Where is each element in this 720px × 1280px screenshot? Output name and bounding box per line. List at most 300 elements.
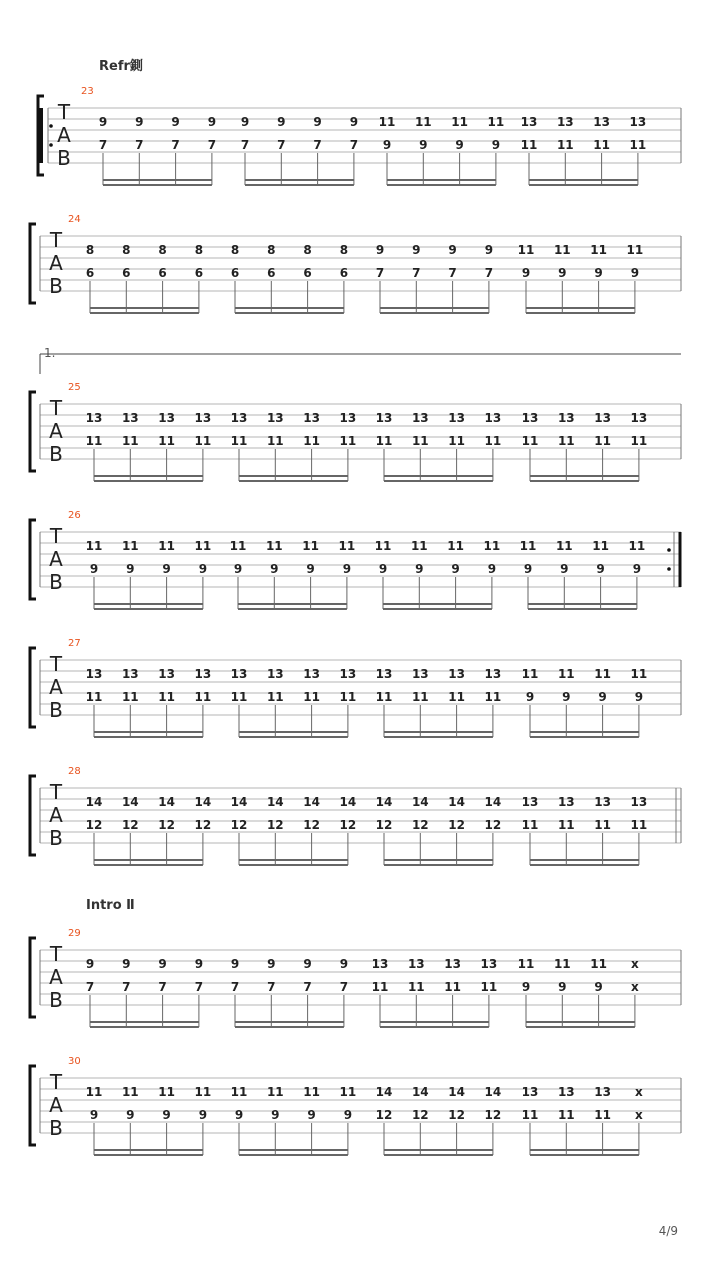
fret-number: 11 bbox=[85, 434, 103, 448]
fret-number: 14 bbox=[484, 1085, 502, 1099]
fret-number: 13 bbox=[194, 411, 212, 425]
fret-number: 13 bbox=[630, 411, 648, 425]
fret-number: 11 bbox=[407, 980, 425, 994]
fret-number: 11 bbox=[483, 539, 501, 553]
bar-number: 29 bbox=[68, 928, 81, 939]
fret-number: 13 bbox=[407, 957, 425, 971]
fret-number: 6 bbox=[194, 266, 204, 280]
tab-clef-letter: T bbox=[49, 780, 63, 804]
fret-number: 13 bbox=[371, 957, 389, 971]
fret-number: 11 bbox=[521, 818, 539, 832]
fret-number: 6 bbox=[85, 266, 95, 280]
fret-number: 11 bbox=[374, 539, 392, 553]
page-number: 4/9 bbox=[658, 1224, 678, 1238]
fret-number: 7 bbox=[277, 138, 286, 152]
fret-number: 13 bbox=[594, 411, 611, 425]
tab-clef-letter: T bbox=[49, 396, 63, 420]
fret-number: 9 bbox=[98, 115, 108, 129]
fret-number: 9 bbox=[419, 138, 428, 152]
fret-number: 14 bbox=[375, 795, 393, 809]
fret-number: 9 bbox=[349, 115, 359, 129]
fret-number: 7 bbox=[207, 138, 217, 152]
fret-number: 6 bbox=[158, 266, 167, 280]
tab-clef-letter: A bbox=[49, 803, 63, 827]
fret-number: 11 bbox=[626, 243, 644, 257]
fret-number: 13 bbox=[339, 411, 357, 425]
fret-number: 13 bbox=[303, 667, 320, 681]
fret-number: 8 bbox=[267, 243, 276, 257]
fret-number: 9 bbox=[198, 562, 208, 576]
fret-number: 7 bbox=[135, 138, 144, 152]
fret-number: 12 bbox=[448, 818, 465, 832]
fret-number: 13 bbox=[630, 795, 648, 809]
staff-brace bbox=[30, 520, 36, 599]
fret-number: 7 bbox=[98, 138, 108, 152]
fret-number: x bbox=[635, 1085, 643, 1099]
fret-number: 9 bbox=[271, 1108, 280, 1122]
fret-number: 12 bbox=[303, 818, 320, 832]
fret-number: 14 bbox=[158, 795, 175, 809]
fret-number: 11 bbox=[555, 539, 573, 553]
fret-number: 6 bbox=[267, 266, 276, 280]
fret-number: 8 bbox=[122, 243, 131, 257]
fret-number: 13 bbox=[266, 411, 284, 425]
repeat-dot bbox=[49, 143, 53, 147]
fret-number: 14 bbox=[411, 1085, 429, 1099]
fret-number: 13 bbox=[484, 411, 502, 425]
tab-clef-letter: B bbox=[49, 1116, 63, 1140]
fret-number: 13 bbox=[480, 957, 498, 971]
fret-number: 9 bbox=[158, 957, 167, 971]
fret-number: 13 bbox=[629, 115, 647, 129]
fret-number: 9 bbox=[89, 1108, 99, 1122]
fret-number: 11 bbox=[158, 434, 175, 448]
volta-ending-label: 1. bbox=[44, 346, 56, 360]
fret-number: 11 bbox=[303, 690, 320, 704]
fret-number: 9 bbox=[194, 957, 204, 971]
fret-number: 13 bbox=[121, 667, 139, 681]
fret-number: 11 bbox=[487, 115, 505, 129]
fret-number: 11 bbox=[630, 818, 648, 832]
fret-number: 8 bbox=[85, 243, 95, 257]
fret-number: 11 bbox=[484, 434, 502, 448]
tab-clef-letter: B bbox=[49, 988, 63, 1012]
fret-number: 13 bbox=[521, 411, 539, 425]
fret-number: 9 bbox=[375, 243, 385, 257]
fret-number: 9 bbox=[594, 980, 603, 994]
fret-number: 13 bbox=[520, 115, 538, 129]
fret-number: 11 bbox=[121, 1085, 139, 1099]
fret-number: 11 bbox=[520, 138, 538, 152]
tab-clef-letter: A bbox=[49, 675, 63, 699]
fret-number: 7 bbox=[412, 266, 421, 280]
bar-number: 24 bbox=[68, 214, 81, 225]
staff-brace bbox=[30, 776, 36, 855]
fret-number: 14 bbox=[411, 795, 429, 809]
fret-number: 9 bbox=[234, 1108, 244, 1122]
fret-number: 13 bbox=[411, 667, 429, 681]
fret-number: 9 bbox=[233, 562, 243, 576]
fret-number: 14 bbox=[121, 795, 139, 809]
fret-number: 7 bbox=[313, 138, 322, 152]
fret-number: 13 bbox=[521, 1085, 539, 1099]
fret-number: 9 bbox=[122, 957, 131, 971]
fret-number: 11 bbox=[266, 1085, 284, 1099]
bar-number: 23 bbox=[81, 86, 94, 97]
fret-number: 9 bbox=[487, 562, 497, 576]
fret-number: 13 bbox=[557, 1085, 575, 1099]
fret-number: 9 bbox=[596, 562, 605, 576]
fret-number: 9 bbox=[267, 957, 276, 971]
fret-number: 11 bbox=[521, 434, 539, 448]
fret-number: 11 bbox=[230, 1085, 248, 1099]
fret-number: 13 bbox=[556, 115, 574, 129]
fret-number: 13 bbox=[448, 667, 465, 681]
fret-number: 7 bbox=[240, 138, 250, 152]
fret-number: 11 bbox=[85, 539, 103, 553]
fret-number: 14 bbox=[194, 795, 212, 809]
tab-clef-letter: A bbox=[49, 1093, 63, 1117]
fret-number: 9 bbox=[558, 980, 567, 994]
fret-number: 12 bbox=[158, 818, 175, 832]
fret-number: 9 bbox=[230, 957, 240, 971]
fret-number: 9 bbox=[240, 115, 250, 129]
fret-number: 7 bbox=[158, 980, 167, 994]
fret-number: 11 bbox=[594, 434, 611, 448]
bar-number: 27 bbox=[68, 638, 81, 649]
fret-number: 13 bbox=[375, 667, 393, 681]
fret-number: 11 bbox=[302, 539, 319, 553]
fret-number: 9 bbox=[630, 266, 640, 280]
fret-number: 11 bbox=[194, 1085, 212, 1099]
fret-number: 11 bbox=[266, 690, 284, 704]
fret-number: 11 bbox=[629, 138, 647, 152]
bar-number: 25 bbox=[68, 382, 81, 393]
staff-brace bbox=[30, 392, 36, 471]
fret-number: 13 bbox=[194, 667, 212, 681]
staff-brace bbox=[30, 224, 36, 303]
fret-number: 9 bbox=[455, 138, 464, 152]
tab-clef-letter: A bbox=[49, 547, 63, 571]
fret-number: 11 bbox=[303, 434, 320, 448]
tab-clef-letter: B bbox=[49, 274, 63, 298]
fret-number: 11 bbox=[594, 667, 611, 681]
fret-number: 7 bbox=[339, 980, 349, 994]
fret-number: 9 bbox=[525, 690, 535, 704]
fret-number: 9 bbox=[270, 562, 279, 576]
fret-number: 11 bbox=[230, 690, 248, 704]
fret-number: 6 bbox=[339, 266, 349, 280]
fret-number: 11 bbox=[451, 115, 468, 129]
tab-clef-letter: B bbox=[49, 826, 63, 850]
fret-number: 9 bbox=[382, 138, 392, 152]
fret-number: 7 bbox=[375, 266, 385, 280]
fret-number: 9 bbox=[207, 115, 217, 129]
fret-number: 11 bbox=[378, 115, 396, 129]
fret-number: x bbox=[635, 1108, 643, 1122]
bar-number: 26 bbox=[68, 510, 81, 521]
fret-number: 11 bbox=[590, 957, 607, 971]
fret-number: 9 bbox=[135, 115, 144, 129]
fret-number: 8 bbox=[230, 243, 240, 257]
fret-number: 11 bbox=[338, 539, 356, 553]
fret-number: 7 bbox=[122, 980, 131, 994]
tab-clef-letter: A bbox=[49, 965, 63, 989]
fret-number: 11 bbox=[521, 1108, 539, 1122]
fret-number: 11 bbox=[339, 690, 357, 704]
fret-number: 9 bbox=[171, 115, 180, 129]
fret-number: 13 bbox=[85, 667, 103, 681]
fret-number: 11 bbox=[557, 667, 575, 681]
fret-number: 13 bbox=[594, 795, 611, 809]
fret-number: 12 bbox=[266, 818, 284, 832]
fret-number: 14 bbox=[448, 1085, 465, 1099]
fret-number: 12 bbox=[375, 1108, 393, 1122]
fret-number: x bbox=[631, 980, 639, 994]
fret-number: 14 bbox=[303, 795, 320, 809]
fret-number: 13 bbox=[411, 411, 429, 425]
fret-number: 9 bbox=[342, 562, 352, 576]
repeat-dot bbox=[49, 124, 53, 128]
fret-number: 13 bbox=[266, 667, 284, 681]
repeat-dot bbox=[667, 548, 671, 552]
fret-number: 12 bbox=[484, 1108, 502, 1122]
fret-number: 11 bbox=[85, 690, 103, 704]
fret-number: 11 bbox=[556, 138, 574, 152]
fret-number: 11 bbox=[85, 1085, 103, 1099]
fret-number: 11 bbox=[447, 539, 464, 553]
fret-number: 11 bbox=[484, 690, 502, 704]
bar-number: 28 bbox=[68, 766, 81, 777]
fret-number: 14 bbox=[375, 1085, 393, 1099]
fret-number: 11 bbox=[158, 690, 175, 704]
fret-number: 11 bbox=[194, 690, 212, 704]
fret-number: 9 bbox=[634, 690, 644, 704]
fret-number: 9 bbox=[277, 115, 286, 129]
fret-number: 9 bbox=[85, 957, 95, 971]
fret-number: 13 bbox=[230, 667, 248, 681]
fret-number: 13 bbox=[85, 411, 103, 425]
fret-number: 11 bbox=[194, 539, 212, 553]
fret-number: 11 bbox=[194, 434, 212, 448]
fret-number: 11 bbox=[303, 1085, 320, 1099]
repeat-dot bbox=[667, 567, 671, 571]
fret-number: 14 bbox=[85, 795, 103, 809]
fret-number: 9 bbox=[521, 266, 531, 280]
fret-number: 12 bbox=[230, 818, 248, 832]
fret-number: 9 bbox=[632, 562, 642, 576]
tab-clef-letter: T bbox=[57, 100, 71, 124]
fret-number: 7 bbox=[484, 266, 494, 280]
tab-clef-letter: B bbox=[57, 146, 71, 170]
tab-clef-letter: T bbox=[49, 524, 63, 548]
fret-number: 12 bbox=[121, 818, 139, 832]
fret-number: 13 bbox=[158, 411, 175, 425]
fret-number: 11 bbox=[371, 980, 389, 994]
fret-number: 11 bbox=[521, 667, 539, 681]
fret-number: 11 bbox=[593, 138, 610, 152]
fret-number: 12 bbox=[411, 1108, 429, 1122]
fret-number: 9 bbox=[560, 562, 569, 576]
fret-number: 13 bbox=[303, 411, 320, 425]
fret-number: 8 bbox=[339, 243, 349, 257]
fret-number: 11 bbox=[375, 690, 393, 704]
tab-clef-letter: T bbox=[49, 1070, 63, 1094]
section-label-refrain: Refr鍘 bbox=[99, 59, 143, 74]
fret-number: 9 bbox=[307, 1108, 316, 1122]
fret-number: 12 bbox=[85, 818, 103, 832]
fret-number: 11 bbox=[594, 1108, 611, 1122]
fret-number: 8 bbox=[303, 243, 312, 257]
fret-number: 7 bbox=[85, 980, 95, 994]
fret-number: 14 bbox=[266, 795, 284, 809]
fret-number: 11 bbox=[630, 434, 648, 448]
fret-number: 11 bbox=[630, 667, 648, 681]
fret-number: 13 bbox=[557, 411, 575, 425]
fret-number: 13 bbox=[594, 1085, 611, 1099]
fret-number: 8 bbox=[158, 243, 167, 257]
fret-number: 14 bbox=[484, 795, 502, 809]
fret-number: 9 bbox=[313, 115, 322, 129]
fret-number: 7 bbox=[267, 980, 276, 994]
fret-number: 7 bbox=[448, 266, 457, 280]
fret-number: 11 bbox=[121, 434, 139, 448]
fret-number: 6 bbox=[230, 266, 240, 280]
tab-clef-letter: A bbox=[49, 251, 63, 275]
fret-number: 9 bbox=[415, 562, 424, 576]
fret-number: 11 bbox=[594, 818, 611, 832]
staff-brace bbox=[30, 938, 36, 1017]
fret-number: 8 bbox=[194, 243, 204, 257]
tab-clef-letter: B bbox=[49, 442, 63, 466]
fret-number: 11 bbox=[121, 539, 139, 553]
fret-number: 11 bbox=[519, 539, 537, 553]
fret-number: 13 bbox=[121, 411, 139, 425]
fret-number: 11 bbox=[553, 243, 571, 257]
fret-number: 14 bbox=[339, 795, 357, 809]
fret-number: 11 bbox=[265, 539, 283, 553]
fret-number: 11 bbox=[557, 434, 575, 448]
fret-number: 11 bbox=[158, 1085, 175, 1099]
fret-number: 11 bbox=[592, 539, 609, 553]
tab-clef-letter: A bbox=[57, 123, 71, 147]
tab-clef-letter: A bbox=[49, 419, 63, 443]
fret-number: 13 bbox=[375, 411, 393, 425]
fret-number: 9 bbox=[378, 562, 388, 576]
fret-number: 9 bbox=[162, 562, 171, 576]
fret-number: 11 bbox=[158, 539, 175, 553]
fret-number: 6 bbox=[303, 266, 312, 280]
fret-number: 9 bbox=[598, 690, 607, 704]
fret-number: 11 bbox=[628, 539, 646, 553]
fret-number: 12 bbox=[375, 818, 393, 832]
fret-number: 7 bbox=[171, 138, 180, 152]
section-label-intro-2: Intro Ⅱ bbox=[86, 898, 135, 913]
tab-clef-letter: T bbox=[49, 652, 63, 676]
fret-number: 11 bbox=[480, 980, 498, 994]
tab-clef-letter: T bbox=[49, 942, 63, 966]
fret-number: 9 bbox=[339, 957, 349, 971]
fret-number: 9 bbox=[484, 243, 494, 257]
fret-number: 7 bbox=[230, 980, 240, 994]
fret-number: 9 bbox=[491, 138, 501, 152]
fret-number: 9 bbox=[303, 957, 312, 971]
fret-number: 9 bbox=[412, 243, 421, 257]
fret-number: 11 bbox=[557, 818, 575, 832]
fret-number: 9 bbox=[126, 562, 135, 576]
fret-number: 9 bbox=[198, 1108, 208, 1122]
fret-number: 7 bbox=[303, 980, 312, 994]
fret-number: 11 bbox=[557, 1108, 575, 1122]
staff-brace bbox=[30, 1066, 36, 1145]
tab-clef-letter: B bbox=[49, 570, 63, 594]
fret-number: 9 bbox=[306, 562, 315, 576]
fret-number: 11 bbox=[448, 434, 465, 448]
fret-number: 11 bbox=[517, 243, 535, 257]
fret-number: 9 bbox=[451, 562, 460, 576]
fret-number: 9 bbox=[89, 562, 99, 576]
fret-number: x bbox=[631, 957, 639, 971]
fret-number: 13 bbox=[557, 795, 575, 809]
fret-number: 14 bbox=[448, 795, 465, 809]
fret-number: 13 bbox=[521, 795, 539, 809]
fret-number: 7 bbox=[349, 138, 359, 152]
fret-number: 11 bbox=[339, 1085, 357, 1099]
fret-number: 13 bbox=[484, 667, 502, 681]
fret-number: 9 bbox=[562, 690, 571, 704]
fret-number: 11 bbox=[375, 434, 393, 448]
fret-number: 11 bbox=[339, 434, 357, 448]
fret-number: 11 bbox=[121, 690, 139, 704]
fret-number: 11 bbox=[229, 539, 247, 553]
fret-number: 11 bbox=[590, 243, 607, 257]
fret-number: 9 bbox=[343, 1108, 353, 1122]
tab-clef-letter: B bbox=[49, 698, 63, 722]
fret-number: 12 bbox=[411, 818, 429, 832]
fret-number: 9 bbox=[521, 980, 531, 994]
fret-number: 13 bbox=[158, 667, 175, 681]
fret-number: 11 bbox=[411, 690, 429, 704]
fret-number: 12 bbox=[448, 1108, 465, 1122]
fret-number: 13 bbox=[339, 667, 357, 681]
fret-number: 11 bbox=[414, 115, 432, 129]
fret-number: 11 bbox=[444, 980, 461, 994]
fret-number: 13 bbox=[593, 115, 610, 129]
fret-number: 9 bbox=[523, 562, 533, 576]
fret-number: 9 bbox=[162, 1108, 171, 1122]
fret-number: 7 bbox=[194, 980, 204, 994]
tab-clef-letter: T bbox=[49, 228, 63, 252]
fret-number: 13 bbox=[230, 411, 248, 425]
fret-number: 13 bbox=[448, 411, 465, 425]
fret-number: 6 bbox=[122, 266, 131, 280]
fret-number: 11 bbox=[448, 690, 465, 704]
fret-number: 11 bbox=[230, 434, 248, 448]
fret-number: 11 bbox=[410, 539, 428, 553]
fret-number: 11 bbox=[553, 957, 571, 971]
fret-number: 9 bbox=[448, 243, 457, 257]
bar-number: 30 bbox=[68, 1056, 81, 1067]
fret-number: 11 bbox=[517, 957, 535, 971]
fret-number: 13 bbox=[444, 957, 461, 971]
fret-number: 14 bbox=[230, 795, 248, 809]
staff-brace bbox=[30, 648, 36, 727]
fret-number: 11 bbox=[411, 434, 429, 448]
fret-number: 11 bbox=[266, 434, 284, 448]
fret-number: 12 bbox=[194, 818, 212, 832]
fret-number: 9 bbox=[594, 266, 603, 280]
fret-number: 12 bbox=[339, 818, 357, 832]
